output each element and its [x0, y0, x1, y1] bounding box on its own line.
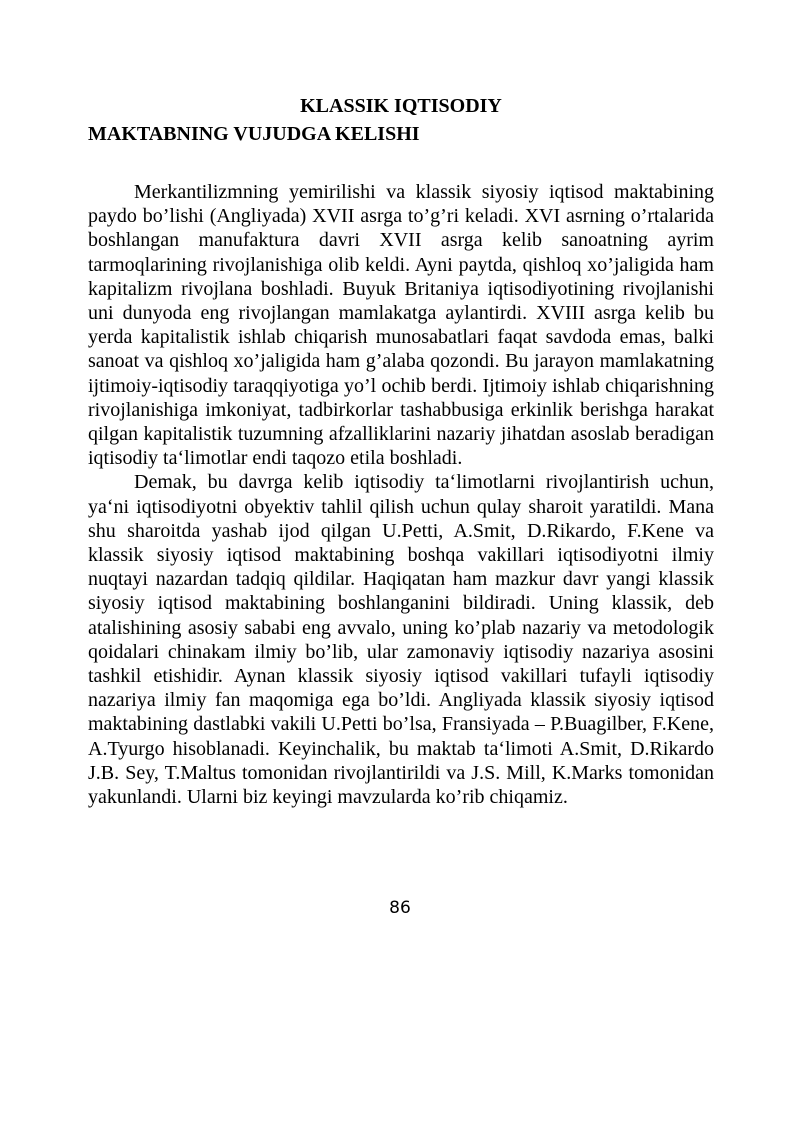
- paragraph-2: Demak, bu davrga kelib iqtisodiy ta‘limotlarni rivojlantirish uchun, ya‘ni iqtisodiyotni obyektiv tahlil qilish uchun qulay sharoit yaratildi. Mana shu sharoitda yashab ijod qilgan U.Petti, A.Smit, D.Rikardo, F.Kene va klassik siyosiy iqtisod maktabining boshqa vakillari iqtisodiyotni ilmiy nuqtayi nazardan tadqiq qildilar. Haqiqatan ham mazkur davr yangi klassik siyosiy iqtisod maktabining boshlanganini bildiradi. Uning klassik, deb atalishining asosiy sababi eng avvalo, uning ko’plab nazariy va metodologik qoidalari chinakam ilmiy bo’lib, ular zamonaviy iqtisodiy nazariya asosini tashkil etishidir. Aynan klassik siyosiy iqtisod vakillari tufayli iqtisodiy nazariya ilmiy fan maqomiga ega bo’ldi. Angliyada klassik siyosiy iqtisod maktabining dastlabki vakili U.Petti bo’lsa, Fransiyada – P.Buagilber, F.Kene, A.Tyurgo hisoblanadi. Keyinchalik, bu maktab ta‘limoti A.Smit, D.Rikardo J.B. Sey, T.Maltus tomonidan rivojlantirildi va J.S. Mill, K.Marks tomonidan yakunlandi. Ularni biz keyingi mavzularda ko’rib chiqamiz.: [88, 471, 714, 809]
- paragraph-1: Merkantilizmning yemirilishi va klassik siyosiy iqtisod maktabining paydo bo’lishi (Angliyada) XVII asrga to’g’ri keladi. XVI asrning o’rtalarida boshlangan manufaktura davri XVII asrga kelib sanoatning ayrim tarmoqlarining rivojlanishiga olib keldi. Ayni paytda, qishloq xo’jaligida ham kapitalizm rivojlana boshladi. Buyuk Britaniya iqtisodiyotining rivojlanishi uni dunyoda eng rivojlangan mamlakatga aylantirdi. XVIII asrga kelib bu yerda kapitalistik ishlab chiqarish munosabatlari faqat savdoda emas, balki sanoat va qishloq xo’jaligida ham g’alaba qozondi. Bu jarayon mamlakatning ijtimoiy-iqtisodiy taraqqiyotiga yo’l ochib berdi. Ijtimoiy ishlab chiqarishning rivojlanishiga imkoniyat, tadbirkorlar tashabbusiga erkinlik berishga harakat qilgan kapitalistik tuzumning afzalliklarini nazariy jihatdan asoslab beradigan iqtisodiy ta‘limotlar endi taqozo etila boshladi.: [88, 181, 714, 470]
- heading-line-2: MAKTABNING VUJUDGA KELISHI: [88, 123, 420, 145]
- body-text: [88, 180, 714, 809]
- section-heading: [88, 92, 714, 148]
- page-number: 86: [389, 898, 411, 918]
- heading-line-1: KLASSIK IQTISODIY: [300, 95, 502, 117]
- page-content: [88, 92, 714, 809]
